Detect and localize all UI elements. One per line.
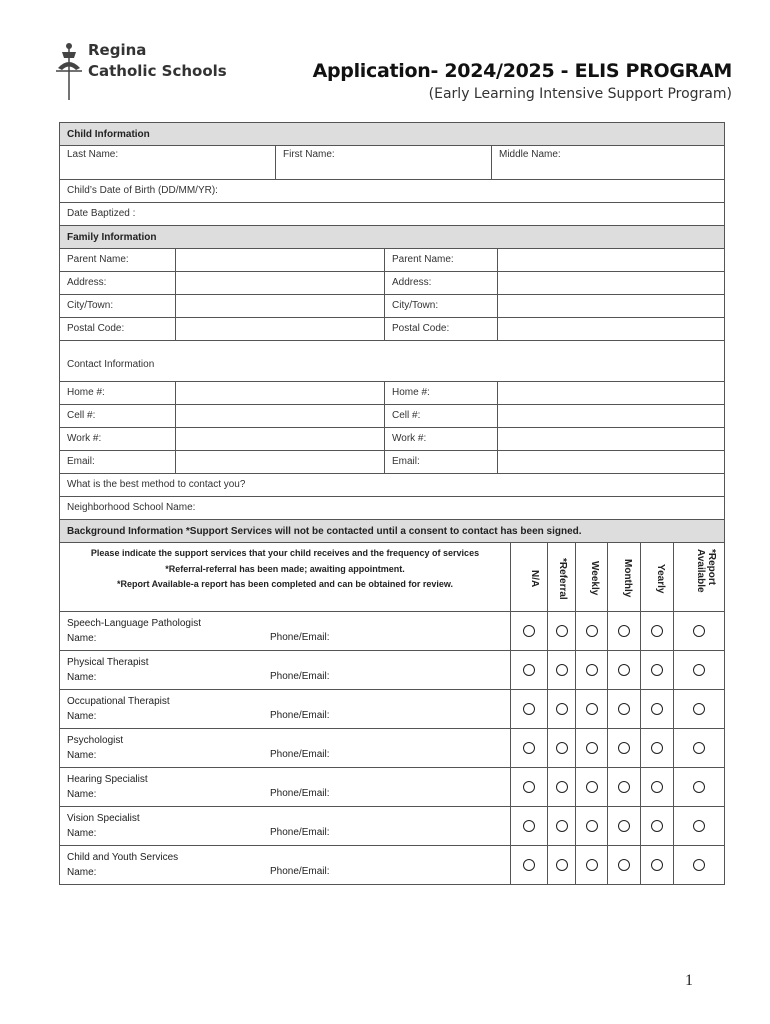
family-input-left[interactable] xyxy=(176,272,385,294)
contact-label-right: Home #: xyxy=(385,382,498,404)
frequency-radio[interactable] xyxy=(556,859,568,871)
family-row xyxy=(59,318,725,341)
frequency-radio[interactable] xyxy=(618,703,630,715)
frequency-radio[interactable] xyxy=(586,625,598,637)
contact-row xyxy=(59,451,725,474)
contact-input-right[interactable] xyxy=(498,382,724,404)
baptized-row xyxy=(59,203,725,226)
frequency-radio[interactable] xyxy=(693,742,705,754)
radio-cell xyxy=(511,729,548,767)
frequency-radio[interactable] xyxy=(523,742,535,754)
family-input-right[interactable] xyxy=(498,318,724,340)
background-header-row xyxy=(59,520,725,543)
contact-label-right: Work #: xyxy=(385,428,498,450)
service-phone-label: Phone/Email: xyxy=(270,632,330,643)
family-row xyxy=(59,295,725,318)
family-label-left: City/Town: xyxy=(60,295,176,317)
frequency-radio[interactable] xyxy=(556,664,568,676)
family-info-header: Family Information xyxy=(60,226,724,248)
page-subtitle: (Early Learning Intensive Support Program) xyxy=(428,86,732,102)
radio-cell xyxy=(511,768,548,806)
frequency-radio[interactable] xyxy=(693,625,705,637)
service-phone-label: Phone/Email: xyxy=(270,827,330,838)
contact-input-left[interactable] xyxy=(176,428,385,450)
child-info-header-row xyxy=(59,122,725,146)
radio-cell xyxy=(608,768,641,806)
family-label-right: Address: xyxy=(385,272,498,294)
frequency-radio[interactable] xyxy=(618,820,630,832)
frequency-radio[interactable] xyxy=(693,703,705,715)
contact-label-left: Home #: xyxy=(60,382,176,404)
service-title: Speech-Language Pathologist xyxy=(67,618,201,629)
contact-input-left[interactable] xyxy=(176,451,385,473)
radio-cell xyxy=(674,846,724,884)
service-name-label: Name: xyxy=(67,867,97,878)
service-row xyxy=(59,651,725,690)
family-info-header-row xyxy=(59,226,725,249)
family-input-left[interactable] xyxy=(176,295,385,317)
service-phone-label: Phone/Email: xyxy=(270,671,330,682)
contact-label-left: Work #: xyxy=(60,428,176,450)
service-row xyxy=(59,690,725,729)
frequency-radio[interactable] xyxy=(586,703,598,715)
frequency-radio[interactable] xyxy=(651,664,663,676)
frequency-radio[interactable] xyxy=(556,625,568,637)
radio-cell xyxy=(674,729,724,767)
frequency-radio[interactable] xyxy=(651,703,663,715)
family-label-right: Parent Name: xyxy=(385,249,498,271)
contact-row xyxy=(59,405,725,428)
contact-input-right[interactable] xyxy=(498,405,724,427)
radio-cell xyxy=(548,690,576,728)
contact-input-right[interactable] xyxy=(498,428,724,450)
frequency-radio[interactable] xyxy=(618,664,630,676)
radio-cell xyxy=(608,729,641,767)
school-field[interactable]: Neighborhood School Name: xyxy=(67,502,196,513)
frequency-radio[interactable] xyxy=(651,742,663,754)
radio-cell xyxy=(511,612,548,650)
radio-cell xyxy=(576,612,608,650)
service-name-label: Name: xyxy=(67,633,97,644)
service-info xyxy=(60,729,511,767)
frequency-radio[interactable] xyxy=(586,742,598,754)
frequency-radio[interactable] xyxy=(651,781,663,793)
radio-cell xyxy=(548,807,576,845)
service-row xyxy=(59,768,725,807)
service-info xyxy=(60,612,511,650)
frequency-radio[interactable] xyxy=(556,742,568,754)
service-row xyxy=(59,846,725,885)
service-name-label: Name: xyxy=(67,828,97,839)
radio-cell xyxy=(511,690,548,728)
frequency-radio[interactable] xyxy=(586,781,598,793)
baptized-field[interactable]: Date Baptized : xyxy=(67,208,136,219)
service-title: Occupational Therapist xyxy=(67,696,170,707)
frequency-radio[interactable] xyxy=(556,781,568,793)
child-info-header: Child Information xyxy=(60,123,724,145)
radio-cell xyxy=(608,846,641,884)
service-row xyxy=(59,807,725,846)
dob-row xyxy=(59,180,725,203)
service-info xyxy=(60,846,511,884)
contact-label-right: Email: xyxy=(385,451,498,473)
best-method-row xyxy=(59,474,725,497)
radio-cell xyxy=(576,846,608,884)
radio-cell xyxy=(548,729,576,767)
radio-cell xyxy=(674,651,724,689)
background-instructions xyxy=(60,543,511,611)
family-label-left: Parent Name: xyxy=(60,249,176,271)
radio-cell xyxy=(641,846,674,884)
frequency-radio[interactable] xyxy=(586,859,598,871)
middle-name-field[interactable]: Middle Name: xyxy=(499,149,561,160)
contact-label-right: Cell #: xyxy=(385,405,498,427)
frequency-radio[interactable] xyxy=(523,859,535,871)
family-input-left[interactable] xyxy=(176,318,385,340)
column-header: *Report Available xyxy=(695,549,717,593)
frequency-radio[interactable] xyxy=(693,781,705,793)
radio-cell xyxy=(608,690,641,728)
instruction-1: Please indicate the support services that your child receives and the frequency of services xyxy=(90,548,480,558)
radio-cell xyxy=(674,690,724,728)
dob-field[interactable]: Child’s Date of Birth (DD/MM/YR): xyxy=(67,185,218,196)
family-input-left[interactable] xyxy=(176,249,385,271)
frequency-radio[interactable] xyxy=(651,859,663,871)
service-info xyxy=(60,807,511,845)
column-header: Yearly xyxy=(641,543,674,611)
radio-cell xyxy=(674,612,724,650)
family-label-right: City/Town: xyxy=(385,295,498,317)
column-header: N/A xyxy=(511,543,548,611)
best-method-field[interactable]: What is the best method to contact you? xyxy=(67,479,246,490)
first-name-field[interactable]: First Name: xyxy=(276,146,492,179)
frequency-radio[interactable] xyxy=(618,859,630,871)
instruction-2: *Referral-referral has been made; awaiting appointment. xyxy=(165,564,405,574)
family-input-right[interactable] xyxy=(498,249,724,271)
service-phone-label: Phone/Email: xyxy=(270,749,330,760)
page-title: Application- 2024/2025 - ELIS PROGRAM xyxy=(312,60,732,82)
frequency-radio[interactable] xyxy=(693,859,705,871)
radio-cell xyxy=(674,807,724,845)
frequency-radio[interactable] xyxy=(586,664,598,676)
last-name-field[interactable]: Last Name: xyxy=(60,146,276,179)
service-phone-label: Phone/Email: xyxy=(270,788,330,799)
frequency-radio[interactable] xyxy=(693,820,705,832)
service-title: Child and Youth Services xyxy=(67,852,179,863)
radio-cell xyxy=(641,729,674,767)
family-label-left: Address: xyxy=(60,272,176,294)
radio-cell xyxy=(674,768,724,806)
radio-cell xyxy=(641,690,674,728)
radio-cell xyxy=(641,807,674,845)
background-columns-row xyxy=(59,543,725,612)
service-info xyxy=(60,690,511,728)
contact-input-left[interactable] xyxy=(176,405,385,427)
instruction-3: *Report Available-a report has been completed and can be obtained for review. xyxy=(116,579,454,589)
radio-cell xyxy=(548,651,576,689)
contact-label-left: Email: xyxy=(60,451,176,473)
service-name-label: Name: xyxy=(67,789,97,800)
radio-cell xyxy=(641,651,674,689)
service-title: Physical Therapist xyxy=(67,657,149,668)
family-input-right[interactable] xyxy=(498,295,724,317)
radio-cell xyxy=(511,651,548,689)
family-label-right: Postal Code: xyxy=(385,318,498,340)
logo-text xyxy=(88,40,227,82)
column-header: Weekly xyxy=(576,543,608,611)
frequency-radio[interactable] xyxy=(618,781,630,793)
frequency-radio[interactable] xyxy=(586,820,598,832)
contact-row xyxy=(59,382,725,405)
frequency-radio[interactable] xyxy=(693,664,705,676)
radio-cell xyxy=(608,807,641,845)
frequency-radio[interactable] xyxy=(523,625,535,637)
contact-info-row xyxy=(59,341,725,382)
logo-line-1: Regina xyxy=(88,41,147,59)
radio-cell xyxy=(511,807,548,845)
service-title: Hearing Specialist xyxy=(67,774,148,785)
contact-label-left: Cell #: xyxy=(60,405,176,427)
service-info xyxy=(60,651,511,689)
radio-cell xyxy=(576,807,608,845)
frequency-radio[interactable] xyxy=(523,820,535,832)
contact-input-left[interactable] xyxy=(176,382,385,404)
contact-input-right[interactable] xyxy=(498,451,724,473)
radio-cell xyxy=(576,729,608,767)
school-row xyxy=(59,497,725,520)
radio-cell xyxy=(548,612,576,650)
service-title: Psychologist xyxy=(67,735,124,746)
service-row xyxy=(59,612,725,651)
service-name-label: Name: xyxy=(67,750,97,761)
frequency-radio[interactable] xyxy=(523,703,535,715)
family-row xyxy=(59,249,725,272)
radio-cell xyxy=(576,651,608,689)
child-name-row xyxy=(59,146,725,180)
service-title: Vision Specialist xyxy=(67,813,140,824)
service-phone-label: Phone/Email: xyxy=(270,866,330,877)
service-name-label: Name: xyxy=(67,672,97,683)
logo-line-2: Catholic Schools xyxy=(88,62,227,80)
family-row xyxy=(59,272,725,295)
radio-cell xyxy=(511,846,548,884)
radio-cell xyxy=(576,690,608,728)
frequency-radio[interactable] xyxy=(556,703,568,715)
radio-cell xyxy=(576,768,608,806)
frequency-radio[interactable] xyxy=(618,742,630,754)
service-phone-label: Phone/Email: xyxy=(270,710,330,721)
application-form xyxy=(59,122,725,885)
radio-cell xyxy=(548,846,576,884)
service-name-label: Name: xyxy=(67,711,97,722)
contact-info-label: Contact Information xyxy=(67,359,155,370)
frequency-radio[interactable] xyxy=(618,625,630,637)
family-input-right[interactable] xyxy=(498,272,724,294)
column-header: *Referral xyxy=(548,543,576,611)
background-header: Background Information *Support Services will not be contacted until a consent to contact has been signed. xyxy=(60,520,724,542)
page-number: 1 xyxy=(685,972,693,989)
frequency-radio[interactable] xyxy=(651,625,663,637)
frequency-radio[interactable] xyxy=(523,664,535,676)
frequency-radio[interactable] xyxy=(556,820,568,832)
radio-cell xyxy=(641,612,674,650)
radio-cell xyxy=(548,768,576,806)
frequency-radio[interactable] xyxy=(523,781,535,793)
family-label-left: Postal Code: xyxy=(60,318,176,340)
service-info xyxy=(60,768,511,806)
frequency-radio[interactable] xyxy=(651,820,663,832)
radio-cell xyxy=(641,768,674,806)
column-header: Monthly xyxy=(608,543,641,611)
radio-cell xyxy=(608,651,641,689)
radio-cell xyxy=(608,612,641,650)
contact-row xyxy=(59,428,725,451)
service-row xyxy=(59,729,725,768)
